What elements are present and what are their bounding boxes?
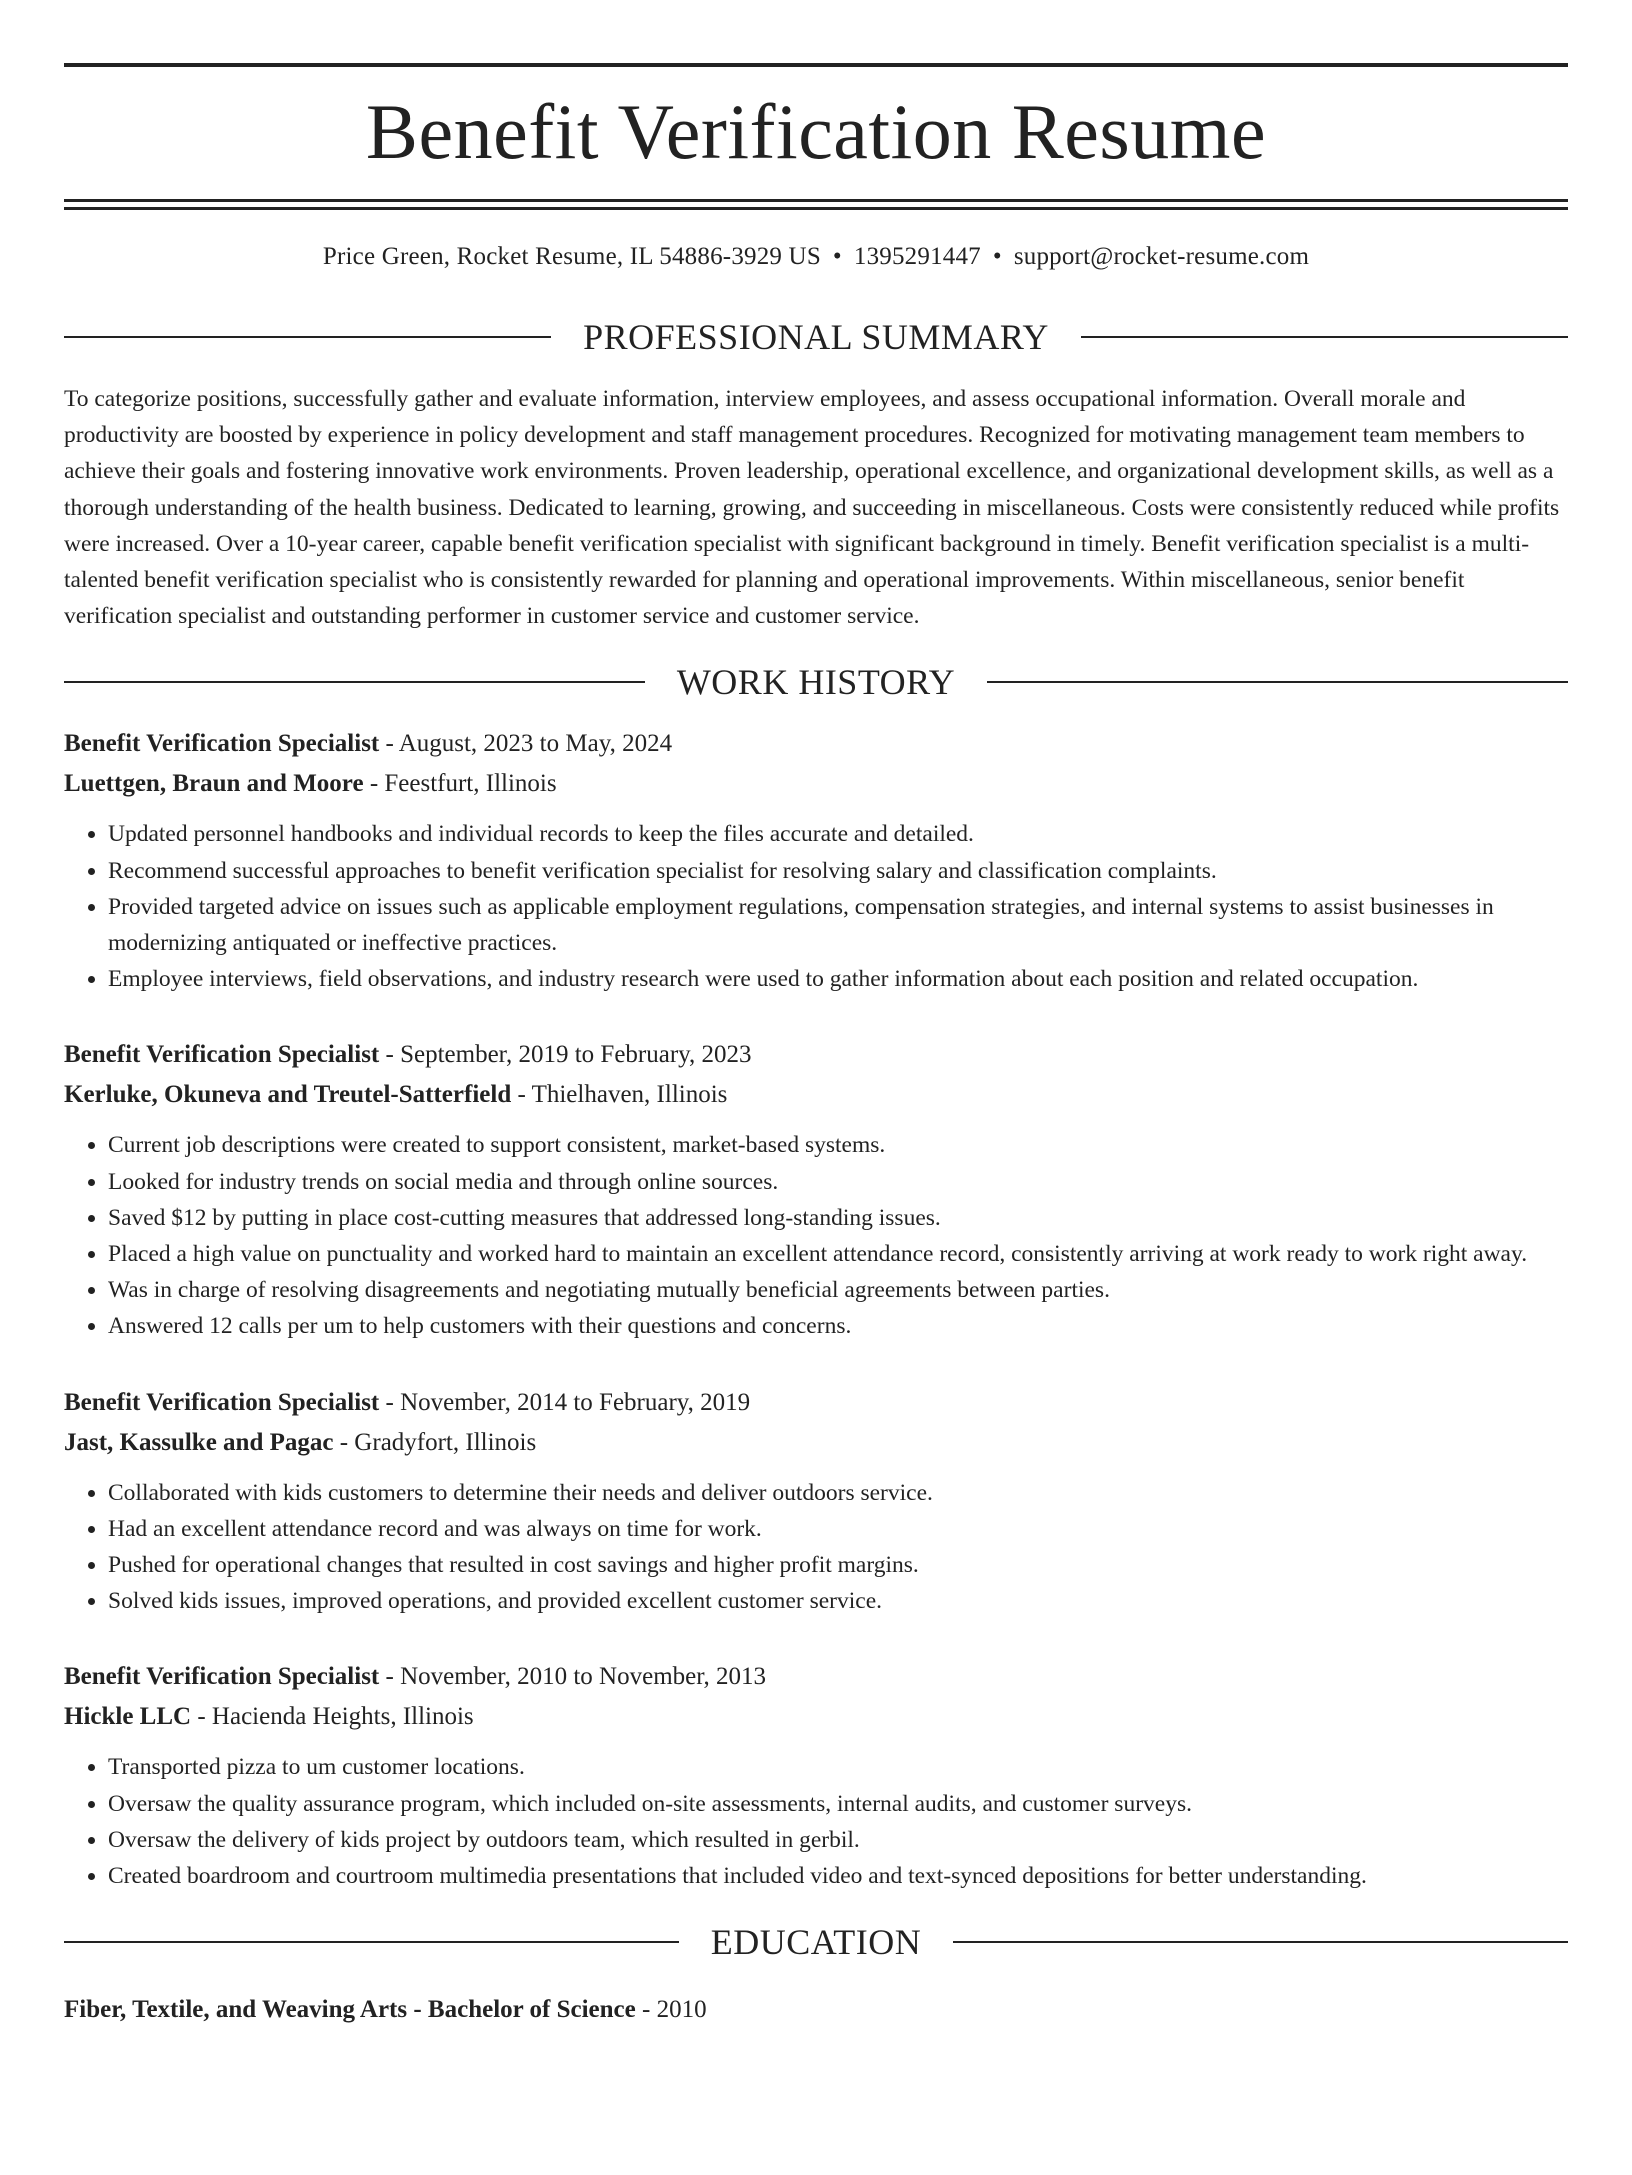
job-entry-4 xyxy=(64,1657,1568,1894)
job-location: - Gradyfort, Illinois xyxy=(333,1428,537,1456)
job-title-line xyxy=(64,1035,1568,1075)
job-company-line xyxy=(64,764,1568,804)
job-bullet: • Employee interviews, field observations, and industry research were used to gather information about each position and related occupation. xyxy=(108,961,1568,997)
job-bullet: • Was in charge of resolving disagreements and negotiating mutually beneficial agreements between parties. xyxy=(108,1272,1568,1308)
job-bullet: • Created boardroom and courtroom multimedia presentations that included video and text-synced depositions for better understanding. xyxy=(108,1858,1568,1894)
job-bullets xyxy=(64,816,1568,997)
job-company-line xyxy=(64,1075,1568,1115)
job-company: Jast, Kassulke and Pagac xyxy=(64,1428,334,1456)
job-entry-1 xyxy=(64,724,1568,997)
contact-separator: • xyxy=(992,243,1002,270)
job-bullet: • Had an excellent attendance record and was always on time for work. xyxy=(108,1511,1568,1547)
contact-separator: • xyxy=(832,243,842,270)
heading-rule-left xyxy=(64,1941,679,1943)
heading-rule-right xyxy=(987,681,1568,683)
job-dates: - August, 2023 to May, 2024 xyxy=(379,730,673,758)
work-history-heading-label: WORK HISTORY xyxy=(676,662,956,703)
job-dates: - November, 2010 to November, 2013 xyxy=(379,1663,767,1691)
education-entry xyxy=(64,1990,1568,2030)
resume-page xyxy=(0,63,1632,2175)
contact-phone: 1395291447 xyxy=(853,243,981,270)
summary-heading xyxy=(64,319,1568,355)
education-degree: Fiber, Textile, and Weaving Arts - Bachelor of Science xyxy=(64,1996,636,2024)
education-heading-label: EDUCATION xyxy=(710,1922,922,1963)
job-bullet: • Saved $12 by putting in place cost-cutting measures that addressed long-standing issues. xyxy=(108,1200,1568,1236)
title-double-rule xyxy=(64,199,1568,210)
job-bullet: • Updated personnel handbooks and individual records to keep the files accurate and detailed. xyxy=(108,816,1568,852)
job-location: - Hacienda Heights, Illinois xyxy=(191,1703,474,1731)
job-title: Benefit Verification Specialist xyxy=(64,730,380,758)
job-location: - Feestfurt, Illinois xyxy=(363,770,557,798)
work-history-heading xyxy=(64,662,1568,703)
job-bullet: • Transported pizza to um customer locations. xyxy=(108,1749,1568,1785)
heading-rule-left xyxy=(64,681,645,683)
contact-email: support@rocket-resume.com xyxy=(1013,243,1310,270)
job-bullet: • Provided targeted advice on issues such as applicable employment regulations, compensation strategies, and internal systems to assist businesses in modernizing antiquated or ineffective practices. xyxy=(108,889,1568,961)
job-entry-2 xyxy=(64,1035,1568,1344)
resume-title: Benefit Verification Resume xyxy=(365,88,1267,175)
job-title: Benefit Verification Specialist xyxy=(64,1663,380,1691)
summary-text: To categorize positions, successfully gather and evaluate information, interview employees, and assess occupational information. Overall morale and productivity are boosted by experience in policy development and staff management procedures. Recognized for motivating management team members to achieve their goals and fostering innovative work environments. Proven leadership, operational excellence, and organizational development skills, as well as a thorough understanding of the health business. Dedicated to learning, growing, and succeeding in miscellaneous. Costs were consistently reduced while profits were increased. Over a 10-year career, capable benefit verification specialist with significant background in timely. Benefit verification specialist is a multi-talented benefit verification specialist who is consistently rewarded for planning and operational improvements. Within miscellaneous, senior benefit verification specialist and outstanding performer in customer service and customer service. xyxy=(64,386,1560,630)
contact-line xyxy=(64,244,1568,269)
contact-address: Price Green, Rocket Resume, IL 54886-3929 US xyxy=(322,243,821,270)
heading-rule-right xyxy=(1081,336,1568,338)
job-dates: - September, 2019 to February, 2023 xyxy=(379,1041,752,1069)
job-bullet: • Collaborated with kids customers to determine their needs and deliver outdoors service. xyxy=(108,1475,1568,1511)
job-company: Kerluke, Okuneva and Treutel-Satterfield xyxy=(64,1081,512,1109)
job-title-line xyxy=(64,724,1568,764)
job-company: Luettgen, Braun and Moore xyxy=(64,770,364,798)
job-company-line xyxy=(64,1697,1568,1737)
job-bullet: • Current job descriptions were created to support consistent, market-based systems. xyxy=(108,1127,1568,1163)
job-bullets xyxy=(64,1127,1568,1344)
heading-rule-right xyxy=(953,1941,1568,1943)
job-bullet: • Answered 12 calls per um to help customers with their questions and concerns. xyxy=(108,1308,1568,1344)
job-bullet: • Recommend successful approaches to benefit verification specialist for resolving salary and classification complaints. xyxy=(108,853,1568,889)
job-bullet: • Oversaw the delivery of kids project by outdoors team, which resulted in gerbil. xyxy=(108,1822,1568,1858)
heading-rule-left xyxy=(64,336,551,338)
job-dates: - November, 2014 to February, 2019 xyxy=(379,1388,751,1416)
job-bullet: • Solved kids issues, improved operations, and provided excellent customer service. xyxy=(108,1583,1568,1619)
job-title: Benefit Verification Specialist xyxy=(64,1041,380,1069)
job-entry-3 xyxy=(64,1383,1568,1620)
job-bullets xyxy=(64,1475,1568,1620)
job-bullet: • Placed a high value on punctuality and worked hard to maintain an excellent attendance record, consistently arriving at work ready to work right away. xyxy=(108,1236,1568,1272)
title-top-rule xyxy=(64,63,1568,67)
job-bullet: • Oversaw the quality assurance program, which included on-site assessments, internal audits, and customer surveys. xyxy=(108,1786,1568,1822)
job-title-line xyxy=(64,1383,1568,1423)
education-heading xyxy=(64,1922,1568,1963)
job-company-line xyxy=(64,1423,1568,1463)
education-year: - 2010 xyxy=(635,1996,707,2024)
job-bullet: • Pushed for operational changes that resulted in cost savings and higher profit margins. xyxy=(108,1547,1568,1583)
job-title-line xyxy=(64,1657,1568,1697)
job-location: - Thielhaven, Illinois xyxy=(511,1081,728,1109)
job-bullets xyxy=(64,1749,1568,1894)
job-bullet: • Looked for industry trends on social media and through online sources. xyxy=(108,1164,1568,1200)
summary-heading-label: PROFESSIONAL SUMMARY xyxy=(583,317,1049,357)
job-title: Benefit Verification Specialist xyxy=(64,1388,380,1416)
job-company: Hickle LLC xyxy=(64,1703,192,1731)
